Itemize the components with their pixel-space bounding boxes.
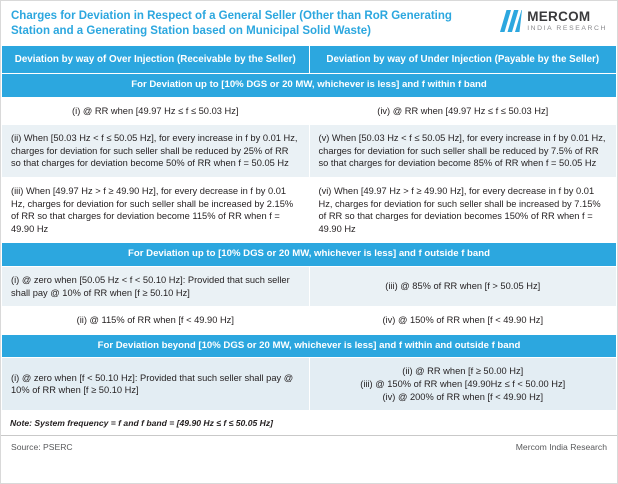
section-heading-row [2, 243, 617, 267]
table-row [2, 307, 617, 335]
table-row [2, 125, 617, 178]
cell-over-3-i: (i) @ zero when [f < 50.10 Hz]: Provided that such seller shall pay @ 10% of RR when [f ≥ 50.10 Hz] [2, 358, 310, 411]
section-heading-3: For Deviation beyond [10% DGS or 20 MW, whichever is less] and f within and outside f band [2, 334, 617, 358]
cell-under-3-ii: (ii) @ RR when [f ≥ 50.00 Hz] [402, 366, 524, 377]
deviation-charges-table [1, 45, 617, 411]
table-row [2, 177, 617, 242]
column-header-under-injection: Deviation by way of Under Injection (Payable by the Seller) [309, 46, 617, 74]
cell-under-3-group [309, 358, 617, 411]
table-row [2, 266, 617, 306]
cell-over-1-iii: (iii) When [49.97 Hz > f ≥ 49.90 Hz], for every decrease in f by 0.01 Hz, charges for deviation for such seller shall be increased by 2.15% of RR so that charges for deviation become 115% of RR when f = 49.90 Hz [2, 177, 310, 242]
section-heading-2: For Deviation up to [10% DGS or 20 MW, whichever is less] and f outside f band [2, 243, 617, 267]
credit-label: Mercom India Research [515, 442, 607, 453]
section-heading-row [2, 74, 617, 98]
cell-under-1-v: (v) When [50.03 Hz < f ≤ 50.05 Hz], for every increase in f by 0.01 Hz, charges for deviation for such seller shall be reduced by 7.5% of RR so that charges for deviation become 85% of RR when f = 50.05 Hz [309, 125, 617, 178]
table-note: Note: System frequency = f and f band = [49.90 Hz ≤ f ≤ 50.05 Hz] [1, 411, 617, 435]
cell-under-2-iii: (iii) @ 85% of RR when [f > 50.05 Hz] [309, 266, 617, 306]
cell-over-1-i: (i) @ RR when [49.97 Hz ≤ f ≤ 50.03 Hz] [2, 97, 310, 125]
page-title: Charges for Deviation in Respect of a General Seller (Other than RoR Generating Station and a Generating Station based on Municipal Solid Waste) [11, 10, 452, 37]
table-row [2, 97, 617, 125]
cell-over-2-i: (i) @ zero when [50.05 Hz < f < 50.10 Hz]: Provided that such seller shall pay @ 10% of RR when [f ≥ 50.10 Hz] [2, 266, 310, 306]
cell-under-2-iv: (iv) @ 150% of RR when [f < 49.90 Hz] [309, 307, 617, 335]
cell-over-2-ii: (ii) @ 115% of RR when [f < 49.90 Hz] [2, 307, 310, 335]
cell-under-1-iv: (iv) @ RR when [49.97 Hz ≤ f ≤ 50.03 Hz] [309, 97, 617, 125]
logo-tagline: INDIA RESEARCH [527, 24, 607, 32]
mercom-logo-icon [500, 10, 522, 32]
mercom-logo [500, 9, 607, 32]
section-heading-row [2, 334, 617, 358]
section-heading-1: For Deviation up to [10% DGS or 20 MW, whichever is less] and f within f band [2, 74, 617, 98]
table-row [2, 358, 617, 411]
mercom-logo-text [527, 10, 607, 32]
source-label: Source: PSERC [11, 442, 73, 453]
column-header-over-injection: Deviation by way of Over Injection (Receivable by the Seller) [2, 46, 310, 74]
cell-under-1-vi: (vi) When [49.97 Hz > f ≥ 49.90 Hz], for every decrease in f by 0.01 Hz, charges for deviation for such seller shall be increased by 7.15% of RR so that charges for deviation becomes 150% of RR when f = 49.90 Hz [309, 177, 617, 242]
cell-under-3-iv: (iv) @ 200% of RR when [f < 49.90 Hz] [382, 391, 544, 402]
logo-wordmark: MERCOM [527, 9, 591, 24]
cell-over-1-ii: (ii) When [50.03 Hz < f ≤ 50.05 Hz], for every increase in f by 0.01 Hz, charges for deviation for such seller shall be reduced by 25% of RR so that charges for deviation become 50% of RR when f = 50.05 Hz [2, 125, 310, 178]
table-column-headers [2, 46, 617, 74]
cell-under-3-iii: (iii) @ 150% of RR when [49.90Hz ≤ f < 50.00 Hz] [360, 378, 566, 389]
document-footer [1, 435, 617, 459]
document-header [1, 1, 617, 45]
